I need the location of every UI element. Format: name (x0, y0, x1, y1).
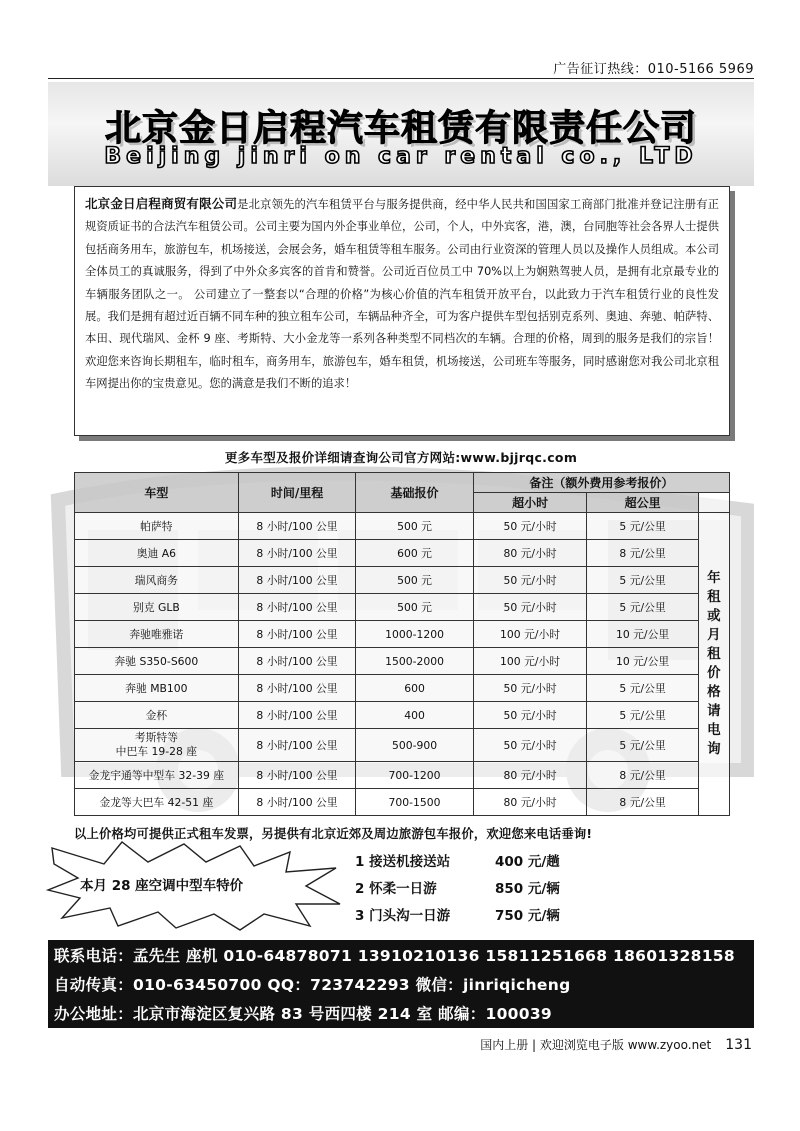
cell-price: 700-1500 (356, 789, 474, 816)
special-item-name: 1 接送机接送站 (355, 854, 451, 870)
cell-model: 别克 GLB (75, 594, 239, 621)
cell-over-km: 5 元/公里 (587, 567, 699, 594)
cell-price: 600 元 (356, 540, 474, 567)
cell-time: 8 小时/100 公里 (238, 513, 356, 540)
header-time: 时间/里程 (238, 473, 356, 513)
page-number: 131 (725, 1037, 752, 1053)
cell-over-km: 5 元/公里 (587, 594, 699, 621)
side-note-text: 年租或月租价格请电询 (707, 570, 721, 757)
cell-model: 瑞风商务 (75, 567, 239, 594)
contact-fax-qq-wechat: 自动传真：010-63450700 QQ：723742293 微信：jinriqicheng (54, 976, 571, 994)
cell-model: 奔驰 S350-S600 (75, 648, 239, 675)
cell-over-km: 5 元/公里 (587, 729, 699, 762)
cell-over-hour: 80 元/小时 (473, 540, 587, 567)
contact-address: 办公地址：北京市海淀区复兴路 83 号西四楼 214 室 邮编：100039 (54, 1005, 553, 1023)
more-info-website: 更多车型及报价详细请查询公司官方网站:www.bjjrqc.com (224, 450, 578, 465)
company-title-cn: 北京金日启程汽车租赁有限责任公司 (104, 108, 697, 149)
header-remark: 备注（额外费用参考报价） (473, 473, 729, 493)
cell-over-hour: 50 元/小时 (473, 729, 587, 762)
cell-over-km: 8 元/公里 (587, 789, 699, 816)
cell-over-km: 8 元/公里 (587, 762, 699, 789)
cell-price: 500 元 (356, 513, 474, 540)
cell-price: 1000-1200 (356, 621, 474, 648)
cell-price: 500 元 (356, 594, 474, 621)
intro-text: 是北京领先的汽车租赁平台与服务提供商，经中华人民共和国国家工商部门批准并登记注册有正规资质证书的合法汽车租赁公司。公司主要为国内外企事业单位，公司，个人，中外宾客，港，澳，台同胞等社会各界人士提供包括商务用车，旅游包车，机场接送，会展会务，婚车租赁等租车服务。公司由行业资深的管理人员以及操作人员组成。本公司全体员工的真诚服务，得到了中外众多宾客的首肯和赞誉。公司近百位员工中 70%以上为娴熟驾驶人员，是拥有北京最专业的车辆服务团队之一。 公司建立了一整套以“合理的价格”为核心价值的汽车租赁开放平台，以此致力于汽车租赁行业的良性发展。我们是拥有超过近百辆不同车种的独立租车公司，车辆品种齐全，可为客户提供车型包括别克系列、奥迪、奔驰、帕萨特、本田、现代瑞风、金杯 9 座、考斯特、大小金龙等一系列各种类型不同档次的车辆。合理的价格，周到的服务是我们的宗旨！ 欢迎您来咨询长期租车，临时租车，商务用车，旅游包车，婚车租赁，机场接送，公司班车等服务，同时感谢您对我公司北京租车网提出你的宝贵意见。您的满意是我们不断的追求！ (85, 198, 719, 391)
cell-over-km: 5 元/公里 (587, 702, 699, 729)
contact-bar (48, 940, 754, 1028)
list-item (355, 877, 560, 904)
table-row (75, 702, 730, 729)
list-item (355, 904, 560, 931)
cell-model: 金杯 (75, 702, 239, 729)
special-item-price: 750 元/辆 (495, 908, 560, 924)
company-intro (74, 186, 730, 436)
table-row (75, 729, 730, 762)
cell-time: 8 小时/100 公里 (238, 540, 356, 567)
table-row (75, 675, 730, 702)
cell-time: 8 小时/100 公里 (238, 675, 356, 702)
cell-model: 奥迪 A6 (75, 540, 239, 567)
header-over-hour: 超小时 (473, 493, 587, 513)
cell-price: 700-1200 (356, 762, 474, 789)
cell-over-hour: 50 元/小时 (473, 594, 587, 621)
ad-hotline: 广告征订热线：010-5166 5969 (553, 62, 754, 77)
cell-over-km: 5 元/公里 (587, 513, 699, 540)
cell-time: 8 小时/100 公里 (238, 621, 356, 648)
cell-time: 8 小时/100 公里 (238, 567, 356, 594)
header-over-km: 超公里 (587, 493, 699, 513)
cell-over-hour: 50 元/小时 (473, 567, 587, 594)
special-item-price: 850 元/辆 (495, 881, 560, 897)
cell-over-hour: 100 元/小时 (473, 621, 587, 648)
cell-time: 8 小时/100 公里 (238, 729, 356, 762)
header-model: 车型 (75, 473, 239, 513)
invoice-notice: 以上价格均可提供正式租车发票，另提供有北京近郊及周边旅游包车报价，欢迎您来电话垂询! (74, 827, 593, 841)
cell-model: 奔驰 MB100 (75, 675, 239, 702)
cell-price: 400 (356, 702, 474, 729)
intro-company-name: 北京金日启程商贸有限公司 (85, 196, 238, 211)
cell-time: 8 小时/100 公里 (238, 789, 356, 816)
special-offer-title: 本月 28 座空调中型车特价 (80, 878, 244, 894)
cell-over-km: 8 元/公里 (587, 540, 699, 567)
table-row (75, 513, 730, 540)
header-price: 基础报价 (356, 473, 474, 513)
cell-price: 500 元 (356, 567, 474, 594)
title-banner (48, 82, 754, 186)
cell-model: 金龙等大巴车 42-51 座 (75, 789, 239, 816)
cell-model-line1: 考斯特等 (134, 731, 178, 744)
special-offer-list (355, 850, 560, 931)
cell-over-hour: 100 元/小时 (473, 648, 587, 675)
contact-phone: 联系电话：孟先生 座机 010-64878071 13910210136 15811251668 18601328158 (54, 947, 735, 965)
cell-time: 8 小时/100 公里 (238, 648, 356, 675)
list-item (355, 850, 560, 877)
table-row (75, 594, 730, 621)
cell-price: 500-900 (356, 729, 474, 762)
cell-time: 8 小时/100 公里 (238, 702, 356, 729)
cell-model: 帕萨特 (75, 513, 239, 540)
cell-over-km: 10 元/公里 (587, 648, 699, 675)
cell-time: 8 小时/100 公里 (238, 594, 356, 621)
footer-text: 国内上册 | 欢迎浏览电子版 www.zyoo.net (480, 1038, 712, 1052)
cell-over-hour: 50 元/小时 (473, 513, 587, 540)
cell-time: 8 小时/100 公里 (238, 762, 356, 789)
table-row (75, 621, 730, 648)
special-item-name: 2 怀柔一日游 (355, 881, 437, 897)
table-row (75, 648, 730, 675)
cell-over-km: 10 元/公里 (587, 621, 699, 648)
cell-model (75, 729, 239, 762)
header-side-blank (698, 493, 729, 513)
price-table (74, 472, 730, 816)
table-row (75, 762, 730, 789)
page-footer (480, 1036, 752, 1053)
cell-over-hour: 50 元/小时 (473, 702, 587, 729)
special-item-price: 400 元/趟 (495, 854, 560, 870)
cell-over-hour: 80 元/小时 (473, 762, 587, 789)
header-rule (48, 78, 754, 79)
cell-model: 奔驰唯雅诺 (75, 621, 239, 648)
table-row (75, 789, 730, 816)
cell-over-hour: 80 元/小时 (473, 789, 587, 816)
table-row (75, 567, 730, 594)
company-title-en: Beijing jinri on car rental co., LTD (104, 144, 698, 169)
side-note-annual-rent (698, 513, 729, 816)
cell-model: 金龙宇通等中型车 32-39 座 (75, 762, 239, 789)
cell-over-hour: 50 元/小时 (473, 675, 587, 702)
table-row (75, 540, 730, 567)
cell-price: 600 (356, 675, 474, 702)
cell-over-km: 5 元/公里 (587, 675, 699, 702)
cell-model-line2: 中巴车 19-28 座 (115, 745, 198, 758)
special-item-name: 3 门头沟一日游 (355, 908, 451, 924)
cell-price: 1500-2000 (356, 648, 474, 675)
